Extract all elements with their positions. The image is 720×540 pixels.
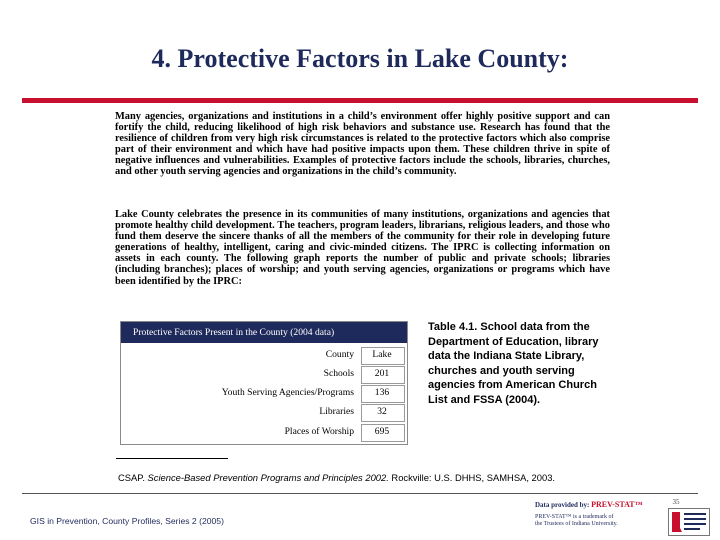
protective-factors-table	[120, 321, 408, 445]
page-title: 4. Protective Factors in Lake County:	[151, 44, 569, 73]
trademark-line-1: PREV-STAT™ is a trademark of	[535, 514, 614, 520]
provided-by-label: Data provided by:	[535, 501, 592, 509]
prev-stat-brand: PREV-STAT™	[591, 500, 643, 509]
table-row	[121, 403, 407, 421]
table-row	[121, 384, 407, 402]
title-divider	[22, 98, 698, 103]
footnote-suffix: Rockville: U.S. DHHS, SAMHSA, 2003.	[388, 472, 556, 483]
page-number: 35	[672, 498, 680, 506]
footnote	[118, 472, 555, 483]
trademark-notice	[535, 514, 618, 528]
row-value: 32	[377, 406, 387, 417]
row-label: Schools	[323, 368, 354, 379]
iprc-logo-icon	[668, 508, 710, 536]
footer-divider	[22, 493, 698, 494]
lake-county-paragraph: Lake County celebrates the presence in its communities of many institutions, organizations and agencies that promote healthy child development. The teachers, program leaders, librarians, religious leaders, and those who fund them deserve the sincere thanks of all the members of the community for their role in developing future generations of healthy, intelligent, caring and civic-minded citizens. The IPRC is collecting information on assets in each county. The following graph reports the number of public and private schools; libraries (including branches); places of worship; and youth serving agencies, organizations or programs which have been identified by the IPRC:	[115, 209, 610, 287]
row-value: 136	[374, 387, 390, 398]
footer-series: GIS in Prevention, County Profiles, Series 2 (2005)	[30, 516, 224, 526]
county-name-cell: Lake	[372, 349, 392, 360]
table-row	[121, 365, 407, 383]
row-value: 201	[374, 368, 390, 379]
table-title: Protective Factors Present in the County (2004 data)	[121, 322, 407, 343]
footnote-prefix: CSAP.	[118, 472, 148, 483]
footnote-title: Science-Based Prevention Programs and Principles 2002.	[147, 472, 389, 483]
table-header-row	[121, 346, 407, 364]
table-row	[121, 423, 407, 441]
table-caption: Table 4.1. School data from the Department of Education, library data the Indiana State Library, churches and youth serving agencies from American Church List and FSSA (2004).	[428, 321, 599, 406]
row-value: 695	[374, 426, 390, 437]
intro-paragraph: Many agencies, organizations and institutions in a child’s environment offer highly positive support and can fortify the child, reducing likelihood of high risk behaviors and substance use. Research has found that the resilience of children from very high risk circumstances is related to the protective factors which also comprise part of their environment and which have had positive impacts upon them. These children thrive in spite of negative influences and vulnerabilities. Examples of protective factors include the schools, libraries, churches, and other youth serving agencies and organizations in the child’s community.	[115, 111, 610, 178]
row-label: Youth Serving Agencies/Programs	[221, 387, 354, 398]
footnote-divider	[116, 458, 228, 459]
trademark-line-2: the Trustees of Indiana University.	[535, 521, 618, 527]
county-column-label: County	[325, 349, 354, 360]
data-provider-line	[535, 500, 643, 509]
row-label: Libraries	[319, 406, 354, 417]
row-label: Places of Worship	[284, 426, 354, 437]
